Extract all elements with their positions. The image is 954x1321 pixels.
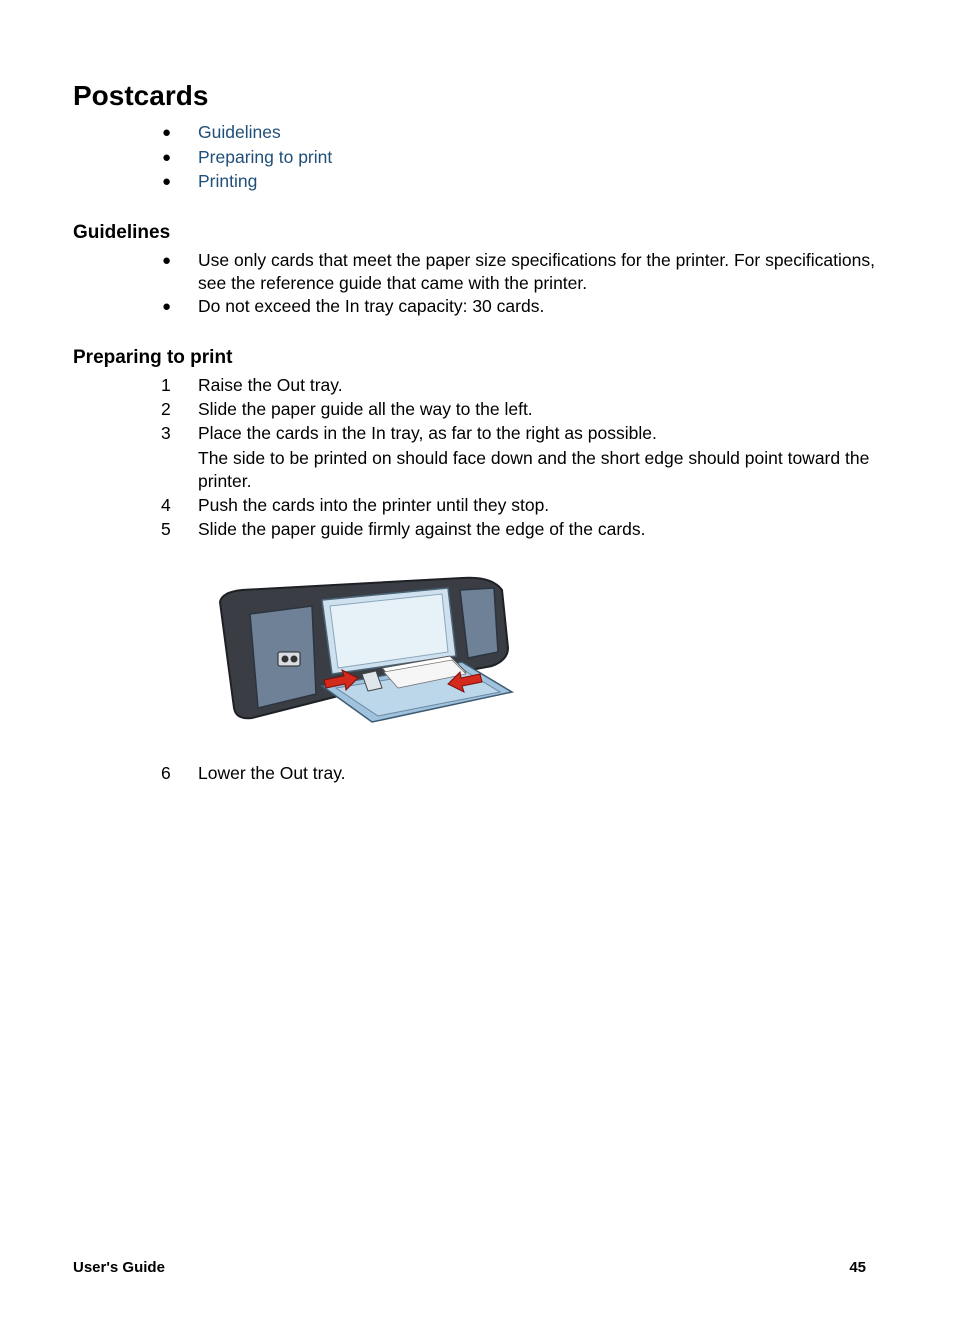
table-of-contents — [0, 120, 954, 194]
list-item — [0, 249, 878, 295]
toc-link-guidelines[interactable]: Guidelines — [198, 122, 281, 142]
step-text: Place the cards in the In tray, as far to the right as possible. — [198, 423, 657, 443]
printer-icon — [212, 570, 532, 732]
step-number: 4 — [161, 495, 171, 515]
step-item — [0, 374, 878, 397]
step-number: 6 — [161, 763, 171, 783]
page-title: Postcards — [73, 80, 209, 111]
step-text: Slide the paper guide all the way to the left. — [198, 399, 533, 419]
guidelines-list — [0, 249, 954, 318]
step-number: 2 — [161, 399, 171, 419]
step-number: 1 — [161, 375, 171, 395]
bullet-icon: ● — [162, 298, 172, 315]
bullet-icon: ● — [162, 124, 172, 141]
step-number: 3 — [161, 423, 171, 443]
toc-item — [0, 169, 954, 194]
toc-item — [0, 120, 954, 145]
guidelines-heading: Guidelines — [73, 222, 171, 243]
printer-illustration — [212, 570, 532, 732]
preparing-heading: Preparing to print — [73, 347, 233, 368]
steps-list — [0, 374, 954, 541]
step-item — [0, 398, 878, 421]
step-item — [0, 762, 878, 785]
footer-guide-title: User's Guide — [73, 1259, 165, 1276]
toc-link-preparing-to-print[interactable]: Preparing to print — [198, 146, 333, 167]
step-item — [0, 494, 878, 517]
guideline-text: Do not exceed the In tray capacity: 30 cards. — [198, 296, 545, 316]
bullet-icon: ● — [162, 173, 172, 190]
step-text: Lower the Out tray. — [198, 763, 346, 783]
step-text: Raise the Out tray. — [198, 375, 343, 395]
step-text: Slide the paper guide firmly against the edge of the cards. — [198, 519, 646, 539]
toc-link-printing[interactable]: Printing — [198, 171, 258, 191]
steps-list-continued — [0, 762, 954, 785]
guideline-text: Use only cards that meet the paper size specifications for the printer. For specifications, see the reference guide that came with the printer. — [198, 250, 875, 293]
step-item — [0, 518, 878, 541]
bullet-icon: ● — [162, 252, 172, 269]
step-item — [0, 422, 878, 445]
bullet-icon: ● — [162, 148, 172, 166]
step-note: The side to be printed on should face down and the short edge should point toward the printer. — [198, 448, 870, 491]
list-item — [0, 295, 878, 318]
toc-item — [0, 145, 954, 170]
step-number: 5 — [161, 519, 171, 539]
step-text: Push the cards into the printer until they stop. — [198, 495, 550, 515]
footer-page-number: 45 — [849, 1259, 866, 1276]
